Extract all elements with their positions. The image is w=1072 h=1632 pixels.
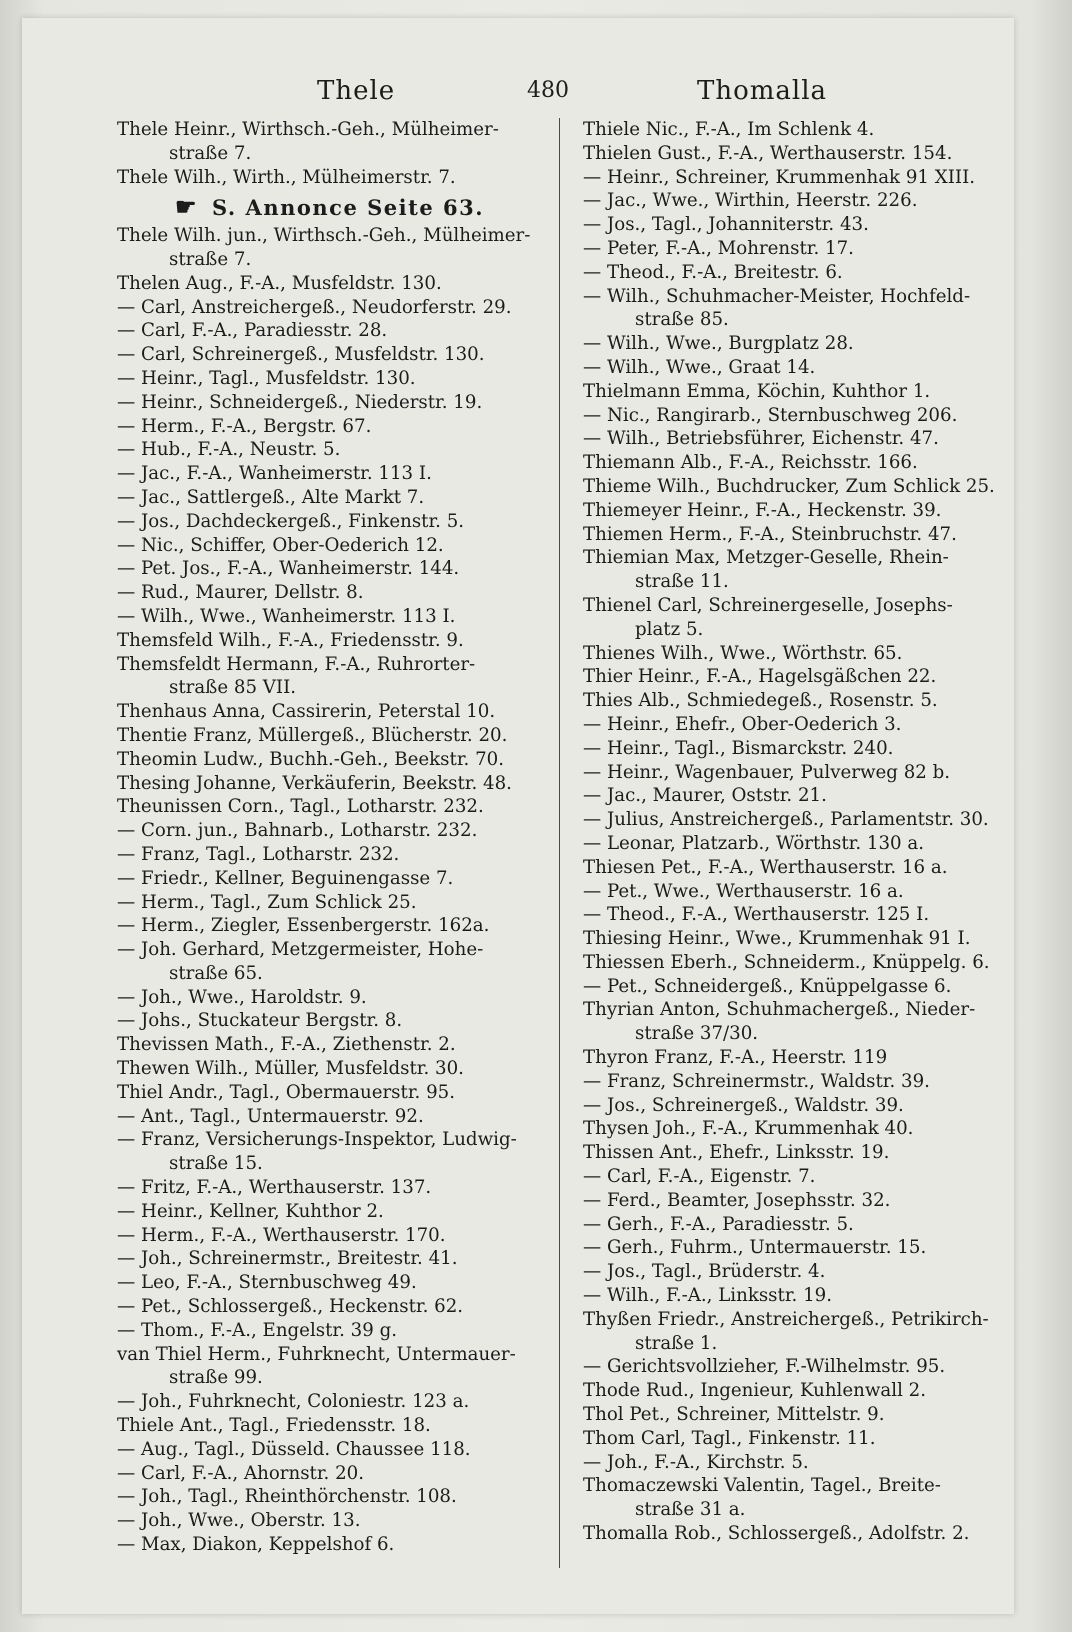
directory-entry: [583, 927, 1013, 951]
entry-line: — Heinr., Schreiner, Krummenhak 91 XIII.: [583, 166, 976, 188]
directory-entry: [117, 819, 547, 843]
directory-entry: [117, 1533, 547, 1557]
entry-line: — Ferd., Beamter, Josephsstr. 32.: [583, 1189, 891, 1211]
entry-line: — Gerh., F.-A., Paradiesstr. 5.: [583, 1213, 854, 1235]
directory-entry: [583, 880, 1013, 904]
directory-entry: [117, 391, 547, 415]
directory-entry: [583, 808, 1013, 832]
entry-line: Thiesen Pet., F.-A., Werthauserstr. 16 a.: [583, 856, 948, 878]
page-number: 480: [527, 78, 569, 103]
directory-entry: [583, 213, 1013, 237]
directory-entry: [117, 510, 547, 534]
entry-line: — Heinr., Ehefr., Ober-Oederich 3.: [583, 713, 902, 735]
entry-line: — Max, Diakon, Keppelshof 6.: [117, 1534, 395, 1556]
entry-line: — Friedr., Kellner, Beguinengasse 7.: [117, 867, 454, 889]
entry-line: Thies Alb., Schmiedegeß., Rosenstr. 5.: [583, 690, 938, 712]
directory-page: [22, 18, 1014, 1614]
entry-continuation: straße 85.: [635, 309, 729, 331]
entry-line: Thevissen Math., F.-A., Ziethenstr. 2.: [117, 1034, 456, 1056]
entry-line: Thieme Wilh., Buchdrucker, Zum Schlick 25.: [583, 475, 995, 497]
directory-entry: [117, 1343, 547, 1391]
entry-line: — Herm., F.-A., Bergstr. 67.: [117, 415, 372, 437]
directory-entry: [117, 795, 547, 819]
entry-continuation: straße 1.: [635, 1332, 718, 1354]
directory-entry: [117, 1057, 547, 1081]
entry-line: — Jos., Dachdeckergeß., Finkenstr. 5.: [117, 510, 465, 532]
directory-entry: [583, 998, 1013, 1046]
directory-entry: [583, 1308, 1013, 1356]
directory-entry: [583, 951, 1013, 975]
entry-line: — Wilh., Wwe., Wanheimerstr. 113 I.: [117, 605, 456, 627]
directory-entry: [583, 1260, 1013, 1284]
entry-line: — Peter, F.-A., Mohrenstr. 17.: [583, 237, 854, 259]
entry-line: — Wilh., F.-A., Linksstr. 19.: [583, 1285, 833, 1307]
entry-line: Themsfeldt Hermann, F.-A., Ruhrorter-: [117, 653, 476, 675]
directory-entry: [117, 415, 547, 439]
directory-entry: [583, 761, 1013, 785]
entry-line: — Herm., Ziegler, Essenbergerstr. 162a.: [117, 915, 490, 937]
entry-line: — Heinr., Tagl., Bismarckstr. 240.: [583, 737, 894, 759]
directory-entry: [117, 1485, 547, 1509]
directory-entry: [117, 438, 547, 462]
entry-line: — Gerh., Fuhrm., Untermauerstr. 15.: [583, 1237, 927, 1259]
directory-entry: [583, 1474, 1013, 1522]
directory-entry: [583, 404, 1013, 428]
entry-line: — Joh., Fuhrknecht, Coloniestr. 123 a.: [117, 1391, 470, 1413]
entry-line: Thode Rud., Ingenieur, Kuhlenwall 2.: [583, 1380, 927, 1402]
directory-entry: [117, 1390, 547, 1414]
page-header: [22, 76, 1014, 116]
entry-line: — Jos., Tagl., Johanniterstr. 43.: [583, 214, 869, 236]
entry-line: Thiele Ant., Tagl., Friedensstr. 18.: [117, 1415, 431, 1437]
directory-entry: [117, 1128, 547, 1176]
entry-line: Thyrian Anton, Schuhmachergeß., Nieder-: [583, 999, 976, 1021]
directory-entry: [583, 1427, 1013, 1451]
directory-entry: [117, 1105, 547, 1129]
directory-entry: [117, 605, 547, 629]
entry-line: — Jac., Maurer, Oststr. 21.: [583, 785, 827, 807]
entry-line: Thentie Franz, Müllergeß., Blücherstr. 20.: [117, 724, 508, 746]
directory-entry: [117, 653, 547, 701]
entry-line: Thele Heinr., Wirthsch.-Geh., Mülheimer-: [117, 119, 499, 140]
directory-entry: [583, 689, 1013, 713]
entry-line: Thiemann Alb., F.-A., Reichsstr. 166.: [583, 452, 918, 474]
directory-entry: [583, 427, 1013, 451]
right-column: [583, 118, 1013, 1546]
directory-entry: [117, 629, 547, 653]
directory-entry: [117, 1081, 547, 1105]
directory-entry: [583, 665, 1013, 689]
directory-entry: [583, 832, 1013, 856]
annonce-reference: [117, 192, 547, 222]
directory-entry: [117, 1224, 547, 1248]
directory-entry: [583, 1165, 1013, 1189]
entry-line: — Carl, F.-A., Eigenstr. 7.: [583, 1166, 816, 1188]
directory-entry: [117, 118, 547, 166]
directory-entry: [117, 224, 547, 272]
entry-line: Thysen Joh., F.-A., Krummenhak 40.: [583, 1118, 914, 1140]
entry-line: — Nic., Schiffer, Ober-Oederich 12.: [117, 534, 444, 556]
entry-line: Thyron Franz, F.-A., Heerstr. 119: [583, 1047, 888, 1069]
entry-line: Thienel Carl, Schreinergeselle, Josephs-: [583, 594, 953, 616]
directory-entry: [117, 1009, 547, 1033]
directory-entry: [583, 642, 1013, 666]
entry-line: Thiel Andr., Tagl., Obermauerstr. 95.: [117, 1081, 456, 1103]
directory-entry: [117, 772, 547, 796]
directory-entry: [583, 142, 1013, 166]
entry-line: — Thom., F.-A., Engelstr. 39 g.: [117, 1319, 398, 1341]
directory-entry: [117, 1200, 547, 1224]
entry-line: Thiessen Eberh., Schneiderm., Knüppelg. 6.: [583, 951, 990, 973]
entry-line: Thier Heinr., F.-A., Hagelsgäßchen 22.: [583, 666, 937, 688]
entry-line: — Theod., F.-A., Breitestr. 6.: [583, 261, 843, 283]
directory-entry: [583, 1403, 1013, 1427]
directory-entry: [117, 1462, 547, 1486]
directory-entry: [583, 189, 1013, 213]
left-column: [117, 118, 547, 1557]
directory-entry: [583, 1522, 1013, 1546]
directory-entry: [117, 1414, 547, 1438]
entry-line: — Joh. Gerhard, Metzgermeister, Hohe-: [117, 939, 484, 961]
directory-entry: [583, 451, 1013, 475]
directory-entry: [583, 1213, 1013, 1237]
directory-entry: [117, 343, 547, 367]
entry-line: Thele Wilh., Wirth., Mülheimerstr. 7.: [117, 166, 456, 188]
entry-line: Thiemen Herm., F.-A., Steinbruchstr. 47.: [583, 523, 957, 545]
pointing-hand-icon: ☛: [175, 192, 199, 222]
directory-entry: [583, 356, 1013, 380]
directory-entry: [117, 534, 547, 558]
directory-entry: [583, 118, 1013, 142]
entry-continuation: straße 7.: [169, 142, 252, 164]
entry-line: Theomin Ludw., Buchh.-Geh., Beekstr. 70.: [117, 748, 505, 770]
directory-entry: [117, 462, 547, 486]
entry-continuation: platz 5.: [635, 618, 704, 640]
entry-line: — Franz, Tagl., Lotharstr. 232.: [117, 843, 400, 865]
entry-continuation: straße 31 a.: [635, 1499, 746, 1521]
directory-entry: [117, 296, 547, 320]
entry-line: Thomaczewski Valentin, Tagel., Breite-: [583, 1475, 941, 1497]
entry-continuation: straße 37/30.: [635, 1023, 759, 1045]
entry-line: — Hub., F.-A., Neustr. 5.: [117, 439, 341, 461]
entry-line: — Ant., Tagl., Untermauerstr. 92.: [117, 1105, 424, 1127]
entry-line: — Julius, Anstreichergeß., Parlamentstr. 30.: [583, 809, 989, 831]
entry-line: van Thiel Herm., Fuhrknecht, Untermauer-: [117, 1343, 516, 1365]
directory-entry: [117, 843, 547, 867]
entry-line: Thewen Wilh., Müller, Musfeldstr. 30.: [117, 1058, 464, 1080]
entry-line: Thelen Aug., F.-A., Musfeldstr. 130.: [117, 272, 442, 294]
entry-line: Thiele Nic., F.-A., Im Schlenk 4.: [583, 119, 875, 140]
directory-entry: [117, 557, 547, 581]
directory-entry: [117, 700, 547, 724]
directory-entry: [117, 486, 547, 510]
directory-entry: [117, 581, 547, 605]
entry-line: Thyßen Friedr., Anstreichergeß., Petrikirch-: [583, 1308, 989, 1330]
directory-entry: [583, 1379, 1013, 1403]
directory-entry: [583, 1070, 1013, 1094]
directory-entry: [583, 546, 1013, 594]
entry-line: Thele Wilh. jun., Wirthsch.-Geh., Mülheimer-: [117, 225, 531, 247]
entry-line: — Joh., Tagl., Rheinthörchenstr. 108.: [117, 1486, 457, 1508]
column-divider: [559, 118, 560, 1568]
directory-entry: [583, 1117, 1013, 1141]
entry-continuation: straße 99.: [169, 1367, 263, 1389]
annonce-text: S. Annonce Seite 63.: [212, 195, 485, 221]
directory-entry: [583, 380, 1013, 404]
entry-line: — Heinr., Tagl., Musfeldstr. 130.: [117, 367, 416, 389]
directory-entry: [117, 1295, 547, 1319]
directory-entry: [583, 1141, 1013, 1165]
entry-line: — Franz, Schreinermstr., Waldstr. 39.: [583, 1070, 930, 1092]
directory-entry: [583, 1451, 1013, 1475]
entry-line: — Pet. Jos., F.-A., Wanheimerstr. 144.: [117, 558, 460, 580]
directory-entry: [117, 724, 547, 748]
entry-line: Thiesing Heinr., Wwe., Krummenhak 91 I.: [583, 928, 971, 950]
entry-line: — Joh., Wwe., Oberstr. 13.: [117, 1510, 361, 1532]
directory-entry: [583, 499, 1013, 523]
directory-entry: [117, 1271, 547, 1295]
entry-line: — Nic., Rangirarb., Sternbuschweg 206.: [583, 404, 958, 426]
directory-entry: [583, 713, 1013, 737]
directory-entry: [117, 1176, 547, 1200]
directory-entry: [117, 914, 547, 938]
entry-line: Thomalla Rob., Schlossergeß., Adolfstr. 2.: [583, 1523, 970, 1545]
header-left-keyword: Thele: [317, 76, 396, 106]
directory-entry: [117, 986, 547, 1010]
entry-continuation: straße 11.: [635, 571, 729, 593]
directory-entry: [583, 1046, 1013, 1070]
entry-continuation: straße 65.: [169, 962, 263, 984]
entry-line: — Johs., Stuckateur Bergstr. 8.: [117, 1010, 403, 1032]
directory-entry: [583, 523, 1013, 547]
entry-line: — Leo, F.-A., Sternbuschweg 49.: [117, 1272, 417, 1294]
entry-line: Thissen Ant., Ehefr., Linksstr. 19.: [583, 1142, 890, 1164]
entry-line: — Carl, Schreinergeß., Musfeldstr. 130.: [117, 344, 485, 366]
directory-entry: [583, 237, 1013, 261]
directory-entry: [117, 891, 547, 915]
directory-entry: [117, 938, 547, 986]
entry-line: — Wilh., Wwe., Burgplatz 28.: [583, 333, 854, 355]
entry-line: — Wilh., Wwe., Graat 14.: [583, 356, 816, 378]
entry-line: Thenhaus Anna, Cassirerin, Peterstal 10.: [117, 701, 496, 723]
directory-entry: [583, 1355, 1013, 1379]
entry-line: — Franz, Versicherungs-Inspektor, Ludwig-: [117, 1129, 517, 1151]
directory-entry: [117, 367, 547, 391]
directory-entry: [583, 332, 1013, 356]
entry-line: — Joh., Wwe., Haroldstr. 9.: [117, 986, 367, 1008]
directory-entry: [117, 1438, 547, 1462]
directory-entry: [583, 1284, 1013, 1308]
entry-line: Thom Carl, Tagl., Finkenstr. 11.: [583, 1427, 876, 1449]
entry-line: — Carl, Anstreichergeß., Neudorferstr. 29.: [117, 296, 512, 318]
entry-line: — Gerichtsvollzieher, F.-Wilhelmstr. 95.: [583, 1356, 946, 1378]
entry-line: Thiemeyer Heinr., F.-A., Heckenstr. 39.: [583, 499, 942, 521]
directory-entry: [583, 475, 1013, 499]
directory-entry: [583, 737, 1013, 761]
entry-line: — Wilh., Schuhmacher-Meister, Hochfeld-: [583, 285, 971, 307]
directory-entry: [117, 748, 547, 772]
entry-line: — Pet., Schlossergeß., Heckenstr. 62.: [117, 1296, 464, 1318]
entry-line: — Jac., Wwe., Wirthin, Heerstr. 226.: [583, 190, 918, 212]
entry-line: — Jac., Sattlergeß., Alte Markt 7.: [117, 486, 425, 508]
entry-line: — Leonar, Platzarb., Wörthstr. 130 a.: [583, 832, 925, 854]
entry-line: Thienes Wilh., Wwe., Wörthstr. 65.: [583, 642, 903, 664]
directory-entry: [583, 261, 1013, 285]
entry-line: — Carl, F.-A., Paradiesstr. 28.: [117, 320, 388, 342]
entry-line: — Aug., Tagl., Düsseld. Chaussee 118.: [117, 1438, 471, 1460]
entry-line: — Heinr., Schneidergeß., Niederstr. 19.: [117, 391, 483, 413]
entry-line: Thiemian Max, Metzger-Geselle, Rhein-: [583, 547, 949, 569]
entry-line: — Wilh., Betriebsführer, Eichenstr. 47.: [583, 428, 939, 450]
entry-line: Thielmann Emma, Köchin, Kuhthor 1.: [583, 380, 931, 402]
directory-entry: [583, 1189, 1013, 1213]
entry-line: — Jos., Tagl., Brüderstr. 4.: [583, 1261, 826, 1283]
directory-entry: [117, 1509, 547, 1533]
entry-line: — Herm., Tagl., Zum Schlick 25.: [117, 891, 417, 913]
entry-continuation: straße 7.: [169, 248, 252, 270]
entry-line: — Fritz, F.-A., Werthauserstr. 137.: [117, 1177, 432, 1199]
directory-entry: [117, 1319, 547, 1343]
entry-continuation: straße 15.: [169, 1153, 263, 1175]
directory-entry: [117, 272, 547, 296]
entry-line: Thol Pet., Schreiner, Mittelstr. 9.: [583, 1404, 885, 1426]
directory-entry: [583, 856, 1013, 880]
directory-entry: [583, 285, 1013, 333]
entry-line: — Jos., Schreinergeß., Waldstr. 39.: [583, 1094, 904, 1116]
directory-entry: [583, 594, 1013, 642]
directory-entry: [583, 1236, 1013, 1260]
entry-line: — Jac., F.-A., Wanheimerstr. 113 I.: [117, 463, 432, 485]
entry-line: — Pet., Wwe., Werthauserstr. 16 a.: [583, 880, 904, 902]
entry-line: Thesing Johanne, Verkäuferin, Beekstr. 48.: [117, 772, 512, 794]
entry-line: — Heinr., Kellner, Kuhthor 2.: [117, 1200, 384, 1222]
entry-line: — Rud., Maurer, Dellstr. 8.: [117, 582, 364, 604]
entry-line: Theunissen Corn., Tagl., Lotharstr. 232.: [117, 796, 484, 818]
directory-entry: [583, 166, 1013, 190]
directory-entry: [583, 903, 1013, 927]
entry-line: — Theod., F.-A., Werthauserstr. 125 I.: [583, 904, 930, 926]
entry-line: — Carl, F.-A., Ahornstr. 20.: [117, 1462, 365, 1484]
entry-line: — Corn. jun., Bahnarb., Lotharstr. 232.: [117, 820, 478, 842]
entry-continuation: straße 85 VII.: [169, 677, 297, 699]
directory-entry: [583, 784, 1013, 808]
directory-entry: [583, 975, 1013, 999]
directory-entry: [117, 166, 547, 190]
directory-entry: [117, 1247, 547, 1271]
entry-line: — Joh., F.-A., Kirchstr. 5.: [583, 1451, 809, 1473]
entry-line: — Pet., Schneidergeß., Knüppelgasse 6.: [583, 975, 952, 997]
directory-entry: [117, 1033, 547, 1057]
entry-line: — Heinr., Wagenbauer, Pulverweg 82 b.: [583, 761, 951, 783]
directory-entry: [117, 867, 547, 891]
entry-line: — Joh., Schreinermstr., Breitestr. 41.: [117, 1248, 458, 1270]
directory-entry: [583, 1094, 1013, 1118]
header-right-keyword: Thomalla: [697, 76, 828, 106]
entry-line: — Herm., F.-A., Werthauserstr. 170.: [117, 1224, 446, 1246]
entry-line: Thielen Gust., F.-A., Werthauserstr. 154.: [583, 142, 953, 164]
directory-entry: [117, 319, 547, 343]
entry-line: Themsfeld Wilh., F.-A., Friedensstr. 9.: [117, 629, 464, 651]
